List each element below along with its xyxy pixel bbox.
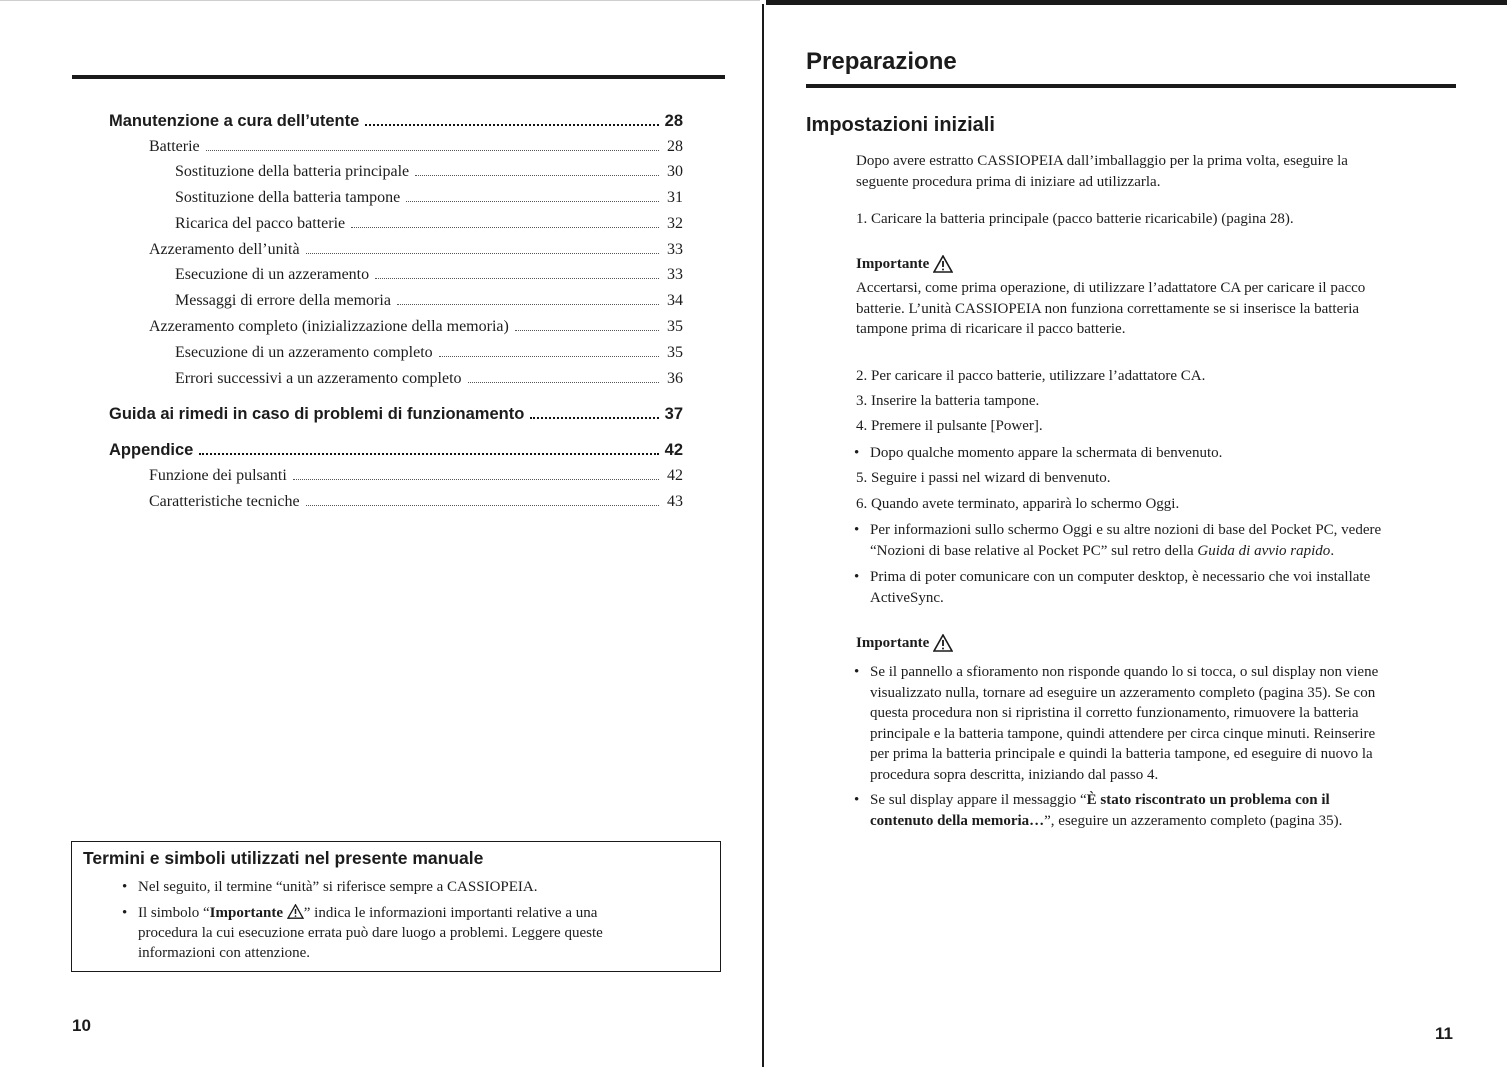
toc-leader-dots (468, 370, 659, 383)
page-title: Preparazione (806, 48, 957, 75)
bullet-text: . (1330, 542, 1335, 559)
toc-entry (175, 266, 683, 284)
bullet-text: Per informazioni sullo schermo Oggi e su altre nozioni di base del Pocket PC, vedere (870, 522, 1382, 538)
toc-entry-page: 30 (667, 163, 683, 180)
toc-leader-dots (199, 441, 658, 455)
warning-icon (933, 255, 953, 273)
toc-entry (175, 292, 683, 310)
bullet: • (854, 522, 860, 538)
toc-entry-page: 43 (667, 493, 683, 510)
bullet: • (122, 905, 128, 921)
toc-entry-title: Guida ai rimedi in caso di problemi di funzionamento (109, 405, 525, 423)
important-label-text: Importante (856, 634, 930, 651)
bullet: • (122, 879, 128, 895)
toc-entry-page: 33 (667, 241, 683, 258)
toc-leader-dots (206, 138, 659, 151)
toc-entry-page: 28 (667, 138, 683, 155)
toc-leader-dots (365, 112, 658, 126)
terms-box (71, 841, 721, 972)
note-line: tampone prima di ricaricare il pacco batterie. (856, 321, 1126, 337)
toc-entry (149, 138, 683, 156)
toc-entry (175, 370, 683, 388)
warning-icon (933, 634, 953, 652)
toc-entry-page: 36 (667, 370, 683, 387)
toc-entry-page: 31 (667, 189, 683, 206)
step-4: 4. Premere il pulsante [Power]. (856, 418, 1043, 434)
bullet-text: Dopo qualche momento appare la schermata di benvenuto. (870, 445, 1223, 461)
table-of-contents (0, 0, 760, 520)
toc-leader-dots (375, 266, 659, 279)
toc-entry (175, 344, 683, 362)
bullet-text: visualizzato nulla, tornare ad eseguire un azzeramento completo (pagina 35). Se con (870, 684, 1376, 701)
bullet-text: principale e la batteria tampone, quindi attendere per circa cinque minuti. Reinserire (870, 725, 1376, 742)
bullet-text: “Nozioni di base relative al Pocket PC” sul retro della (870, 542, 1198, 559)
step-2: 2. Per caricare il pacco batterie, utilizzare l’adattatore CA. (856, 368, 1206, 384)
toc-entry-title: Messaggi di errore della memoria (175, 292, 391, 309)
section-title: Impostazioni iniziali (806, 114, 995, 136)
toc-entry-title: Batterie (149, 138, 200, 155)
step-3: 3. Inserire la batteria tampone. (856, 393, 1040, 409)
toc-leader-dots (515, 318, 659, 331)
terms-item (122, 903, 713, 963)
toc-entry-title: Manutenzione a cura dell’utente (109, 112, 360, 130)
bullet-text: Se sul display appare il messaggio “ (870, 792, 1087, 808)
toc-entry-title: Ricarica del pacco batterie (175, 215, 346, 232)
terms-item-text: Il simbolo “ (138, 905, 210, 921)
toc-entry-title: Azzeramento completo (inizializzazione della memoria) (149, 318, 509, 335)
important-note-1 (856, 278, 1446, 340)
guide-title: Guida di avvio rapido (1197, 542, 1331, 559)
toc-entry (109, 112, 683, 131)
bullet-info (854, 520, 1470, 561)
intro-paragraph (856, 151, 1446, 192)
warning-icon (287, 904, 304, 919)
bullet: • (854, 664, 860, 680)
important-bullet-1 (854, 662, 1470, 785)
toc-entry-title: Esecuzione di un azzeramento (175, 266, 370, 283)
toc-entry-page: 35 (667, 318, 683, 335)
toc-leader-dots (293, 467, 659, 480)
toc-entry (109, 405, 683, 424)
important-label (856, 255, 953, 273)
toc-entry-page: 35 (667, 344, 683, 361)
terms-item (122, 877, 708, 897)
important-bullet-2 (854, 790, 1470, 831)
toc-entry-page: 37 (664, 405, 683, 423)
bullet: • (854, 445, 860, 461)
toc-entry-page: 42 (667, 467, 683, 484)
error-message: contenuto della memoria… (870, 812, 1045, 829)
toc-entry-title: Sostituzione della batteria tampone (175, 189, 401, 206)
terms-title: Termini e simboli utilizzati nel presente manuale (83, 848, 484, 868)
bullet-text: ActiveSync. (870, 589, 944, 606)
terms-item-text: Nel seguito, il termine “unità” si riferisce sempre a CASSIOPEIA. (138, 879, 538, 895)
important-word: Importante (209, 905, 283, 921)
important-label-2 (856, 634, 953, 652)
toc-leader-dots (397, 292, 659, 305)
page-number-right: 11 (1435, 1024, 1453, 1043)
toc-entry (149, 493, 683, 511)
important-label-text: Importante (856, 255, 930, 272)
toc-entry-title: Azzeramento dell’unità (149, 241, 300, 258)
bullet-text: Se il pannello a sfioramento non risponde quando lo si tocca, o sul display non viene (870, 664, 1379, 680)
bullet: • (854, 569, 860, 585)
error-message: È stato riscontrato un problema con il (1086, 792, 1330, 808)
bullet-text: ”, eseguire un azzeramento completo (pagina 35). (1044, 812, 1343, 829)
toc-entry (149, 318, 683, 336)
toc-leader-dots (406, 189, 659, 202)
toc-entry-page: 28 (664, 112, 683, 130)
toc-entry (149, 467, 683, 485)
toc-entry (175, 215, 683, 233)
toc-leader-dots (306, 241, 659, 254)
intro-line: Dopo avere estratto CASSIOPEIA dall’imballaggio per la prima volta, eseguire la (856, 153, 1348, 169)
intro-line: seguente procedura prima di iniziare ad utilizzarla. (856, 173, 1161, 190)
terms-item-text: ” indica le informazioni importanti relative a una (303, 905, 598, 921)
toc-leader-dots (415, 163, 659, 176)
toc-entry-title: Funzione dei pulsanti (149, 467, 287, 484)
toc-leader-dots (439, 344, 659, 357)
right-header-rule (806, 84, 1456, 88)
step-1: 1. Caricare la batteria principale (pacco batterie ricaricabile) (pagina 28). (856, 211, 1294, 227)
bullet: • (854, 792, 860, 808)
toc-entry-title: Caratteristiche tecniche (149, 493, 300, 510)
note-line: Accertarsi, come prima operazione, di utilizzare l’adattatore CA per caricare il pacco (856, 280, 1366, 296)
toc-entry (109, 441, 683, 460)
toc-entry (175, 189, 683, 207)
toc-entry-page: 42 (664, 441, 683, 459)
toc-entry-page: 32 (667, 215, 683, 232)
toc-entry-page: 33 (667, 266, 683, 283)
toc-leader-dots (351, 215, 659, 228)
toc-leader-dots (530, 405, 658, 419)
step-5: 5. Seguire i passi nel wizard di benvenuto. (856, 470, 1111, 486)
toc-entry-page: 34 (667, 292, 683, 309)
bullet-activesync (854, 567, 1460, 608)
bullet-text: Prima di poter comunicare con un computer desktop, è necessario che voi installate (870, 569, 1371, 585)
step-6: 6. Quando avete terminato, apparirà lo schermo Oggi. (856, 496, 1180, 512)
toc-entry-title: Appendice (109, 441, 194, 459)
page-number-left: 10 (72, 1016, 91, 1035)
bullet-welcome (854, 443, 1460, 464)
page-gutter (762, 4, 764, 1067)
toc-leader-dots (306, 493, 659, 506)
toc-entry (149, 241, 683, 259)
toc-entry-title: Errori successivi a un azzeramento completo (175, 370, 462, 387)
bullet-text: procedura sopra descritta, iniziando dal passo 4. (870, 766, 1159, 783)
terms-item-text: procedura la cui esecuzione errata può dare luogo a problemi. Leggere queste (138, 925, 603, 941)
terms-item-text: informazioni con attenzione. (138, 945, 311, 961)
note-line: batterie. L’unità CASSIOPEIA non funziona correttamente se si inserisce la batteria (856, 300, 1360, 317)
toc-entry-title: Esecuzione di un azzeramento completo (175, 344, 433, 361)
bullet-text: questa procedura non si ripristina il corretto funzionamento, rimuovere la batteria (870, 705, 1359, 721)
toc-entry-title: Sostituzione della batteria principale (175, 163, 410, 180)
top-edge-rule-right (766, 0, 1507, 5)
toc-entry (175, 163, 683, 181)
bullet-text: per prima la batteria principale e quindi la batteria tampone, ed eseguire di nuovo la (870, 746, 1373, 762)
